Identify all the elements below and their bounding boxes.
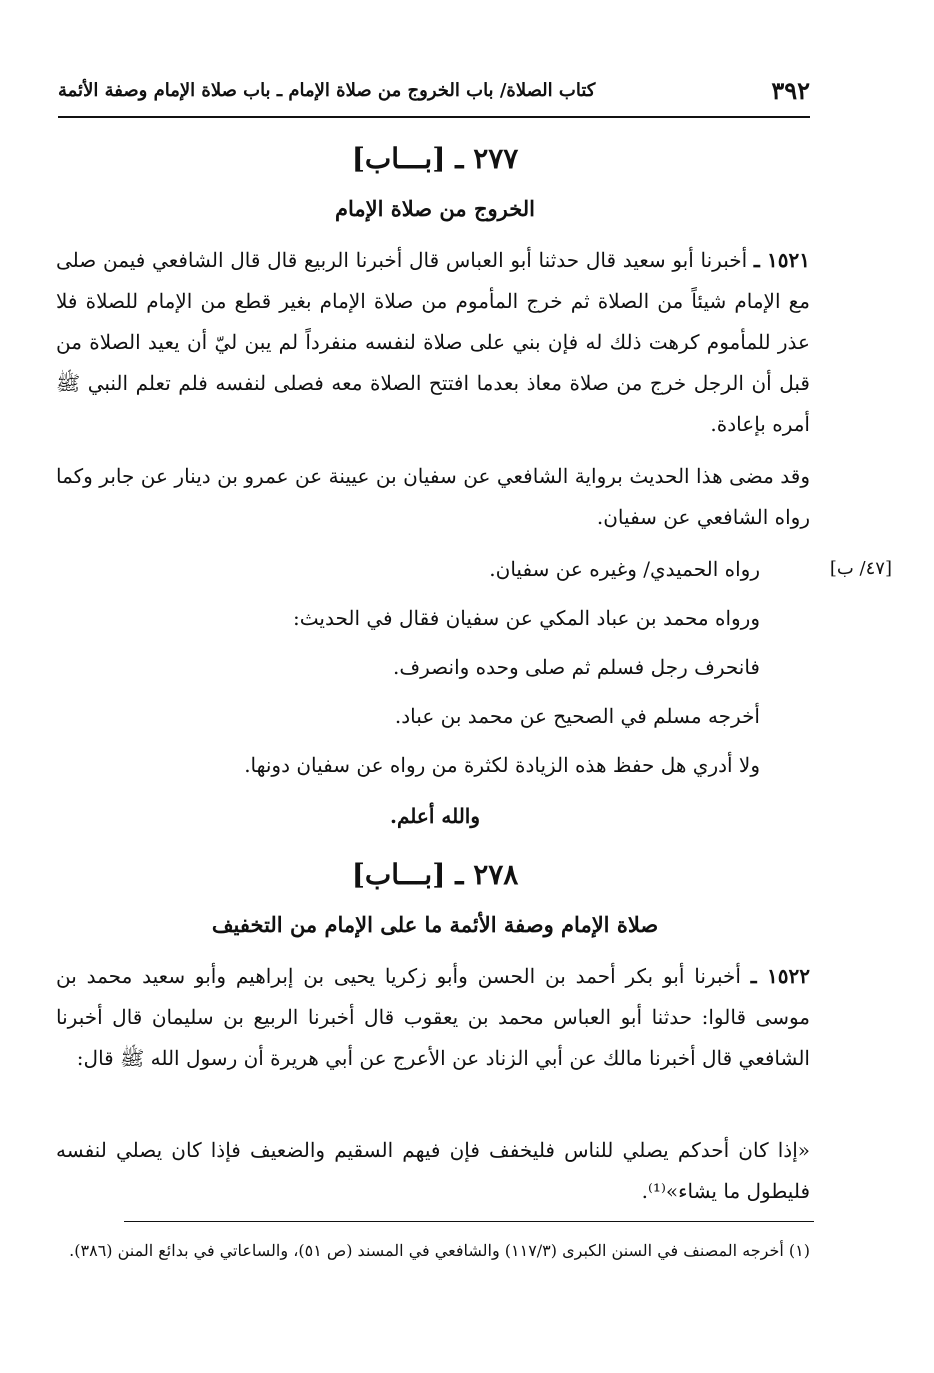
chapter-heading-277: ٢٧٧ ـ [بـــاب] [351, 142, 519, 175]
page-number: ٣٩٢ [771, 76, 810, 105]
chapter-title-278: صلاة الإمام وصفة الأئمة ما على الإمام من التخفيف [211, 912, 659, 937]
text-line: رواه الحميدي/ وغيره عن سفيان. [489, 557, 760, 581]
text-line: فانحرف رجل فسلم ثم صلى وحده وانصرف. [393, 655, 760, 679]
margin-folio-note: [٤٧/ ب] [829, 558, 892, 579]
footnote-divider [124, 1221, 814, 1222]
running-header [58, 76, 810, 118]
text-line: أخرجه مسلم في الصحيح عن محمد بن عباد. [394, 704, 760, 728]
hadith-number: ١٥٢١ ـ [753, 248, 810, 272]
commentary-paragraph: وقد مضى هذا الحديث برواية الشافعي عن سفيان بن عيينة عن عمرو بن دينار عن جابر وكما رواه الشافعي عن سفيان. [56, 464, 810, 529]
hadith-1522 [56, 956, 810, 1079]
hadith-text: أخبرنا أبو سعيد قال حدثنا أبو العباس قال أخبرنا الربيع قال قال الشافعي فيمن صلى مع الإمام شيئاً من الصلاة ثم خرج المأموم من صلاة الإمام بغير قطع من الإمام للصلاة فلا عذر للمأموم كرهت ذلك له فإن بني على صلاة لنفسه منفرداً لم يبن ليّ أن يعيد الصلاة من قبل أن الرجل خرج من صلاة معاذ بعدما افتتح الصلاة معه فصلى لنفسه فلم تعلم النبي ﷺ أمره بإعادة. [56, 248, 810, 436]
text-line: ورواه محمد بن عباد المكي عن سفيان فقال في الحديث: [293, 606, 760, 630]
chapter-title-277: الخروج من صلاة الإمام [334, 196, 536, 221]
chapter-heading-278: ٢٧٨ ـ [بـــاب] [351, 858, 519, 891]
hadith-1521 [56, 240, 810, 445]
footnote: (١) أخرجه المصنف في السنن الكبرى (١١٧/٣) والشافعي في المسند (ص ٥١)، والساعاتي في بدائع المنن (٣٨٦). [69, 1241, 810, 1260]
header-title: كتاب الصلاة/ باب الخروج من صلاة الإمام ـ باب صلاة الإمام وصفة الأئمة [58, 80, 596, 101]
hadith-number: ١٥٢٢ ـ [750, 964, 810, 988]
text-line: ولا أدري هل حفظ هذه الزيادة لكثرة من رواه عن سفيان دونها. [244, 753, 760, 777]
hadith-quote: «إذا كان أحدكم يصلي للناس فليخفف فإن فيهم السقيم والضعيف فإذا كان يصلي لنفسه فليطول ما يشاء»⁽¹⁾. [56, 1138, 810, 1203]
hadith-text: أخبرنا أبو بكر أحمد بن الحسن وأبو زكريا يحيى بن إبراهيم وأبو سعيد محمد بن موسى قالوا: حدثنا أبو العباس محمد بن يعقوب قال أخبرنا الربيع بن سليمان قال أخبرنا الشافعي قال أخبرنا مالك عن أبي الزناد عن الأعرج عن أبي هريرة أن رسول الله ﷺ قال: [56, 964, 810, 1070]
closing-phrase: والله أعلم. [390, 804, 480, 828]
